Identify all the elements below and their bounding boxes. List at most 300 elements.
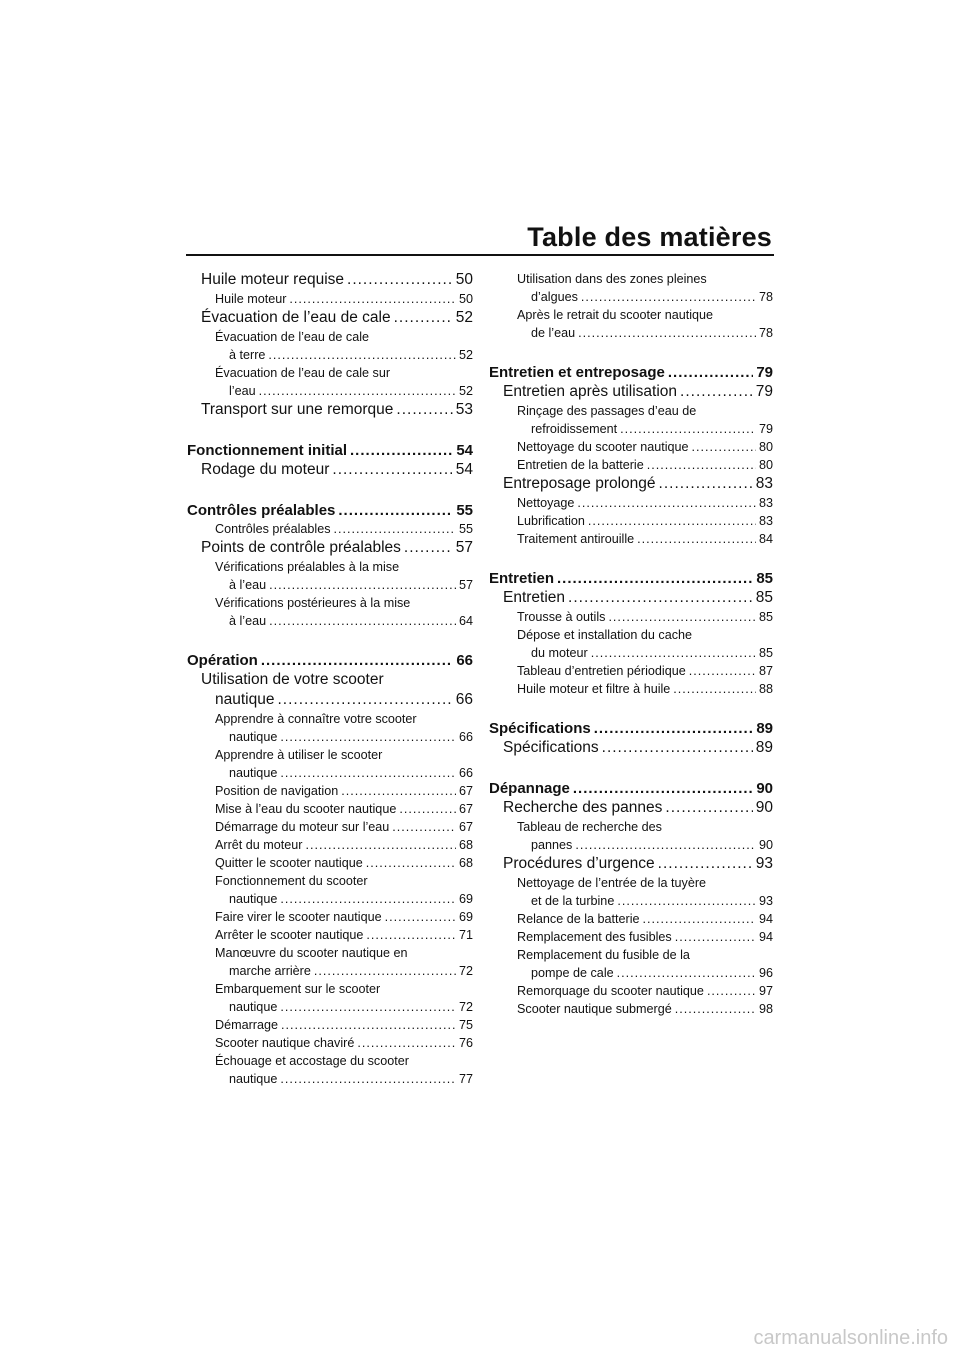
toc-entry[interactable] bbox=[187, 442, 473, 460]
toc-entry[interactable] bbox=[489, 512, 773, 530]
toc-page-number: 85 bbox=[758, 646, 773, 660]
toc-entry[interactable] bbox=[187, 460, 473, 480]
watermark: carmanualsonline.info bbox=[753, 1327, 948, 1349]
toc-leader-dots bbox=[366, 926, 456, 944]
toc-leader-dots bbox=[366, 854, 456, 872]
toc-entry-title: Remplacement du fusible de la bbox=[517, 948, 690, 962]
toc-leader-dots bbox=[350, 442, 453, 460]
toc-entry-line bbox=[187, 854, 473, 872]
toc-entry[interactable] bbox=[187, 652, 473, 670]
toc-entry-line bbox=[489, 588, 773, 608]
toc-entry-title: Transport sur une remorque bbox=[201, 401, 394, 418]
toc-page-number: 67 bbox=[458, 820, 473, 834]
toc-entry-title: Apprendre à utiliser le scooter bbox=[215, 748, 383, 762]
toc-entry[interactable] bbox=[489, 854, 773, 874]
toc-entry-title: Évacuation de l’eau de cale bbox=[215, 330, 370, 344]
toc-column-left bbox=[187, 270, 473, 1088]
toc-page-number: 66 bbox=[455, 691, 473, 708]
toc-entry[interactable] bbox=[187, 502, 473, 520]
toc-entry-title: Démarrage du moteur sur l’eau bbox=[215, 820, 390, 834]
toc-entry-title: Utilisation dans des zones pleines bbox=[517, 272, 707, 286]
toc-entry-line bbox=[489, 964, 773, 982]
toc-page-number: 85 bbox=[755, 589, 773, 606]
toc-entry-line bbox=[489, 910, 773, 928]
toc-entry[interactable] bbox=[187, 1052, 473, 1088]
toc-page-number: 53 bbox=[455, 401, 473, 418]
toc-page-number: 96 bbox=[758, 966, 773, 980]
toc-entry[interactable] bbox=[489, 382, 773, 402]
toc-leader-dots bbox=[577, 494, 756, 512]
toc-entry-title: Rodage du moteur bbox=[201, 461, 330, 478]
toc-entry[interactable] bbox=[489, 530, 773, 548]
toc-entry-line bbox=[187, 576, 473, 594]
toc-entry[interactable] bbox=[489, 306, 773, 342]
toc-entry-line bbox=[489, 680, 773, 698]
toc-entry-line bbox=[489, 818, 773, 836]
toc-page-number: 77 bbox=[458, 1072, 473, 1086]
toc-entry-title: Après le retrait du scooter nautique bbox=[517, 308, 714, 322]
toc-entry-line bbox=[489, 512, 773, 530]
toc-entry[interactable] bbox=[187, 400, 473, 420]
toc-entry-title: Évacuation de l’eau de cale bbox=[201, 309, 391, 326]
toc-leader-dots bbox=[280, 764, 456, 782]
toc-page-number: 94 bbox=[758, 930, 773, 944]
toc-page-number: 67 bbox=[458, 802, 473, 816]
toc-entry-title: Faire virer le scooter nautique bbox=[215, 910, 382, 924]
toc-page-number: 90 bbox=[758, 838, 773, 852]
toc-entry-title: Tableau d’entretien périodique bbox=[517, 664, 686, 678]
toc-entry-line bbox=[187, 652, 473, 670]
toc-entry-line bbox=[187, 782, 473, 800]
toc-leader-dots bbox=[404, 538, 453, 558]
toc-leader-dots bbox=[617, 892, 756, 910]
toc-entry-title: Quitter le scooter nautique bbox=[215, 856, 363, 870]
toc-page-number: 79 bbox=[756, 364, 773, 381]
toc-entry-title: Fonctionnement initial bbox=[187, 442, 347, 459]
toc-entry-line bbox=[489, 798, 773, 818]
toc-entry[interactable] bbox=[187, 558, 473, 594]
toc-entry-line bbox=[187, 364, 473, 382]
toc-leader-dots bbox=[399, 800, 456, 818]
toc-entry-line bbox=[489, 570, 773, 588]
toc-entry-line bbox=[187, 980, 473, 998]
toc-entry-title: Contrôles préalables bbox=[187, 502, 336, 519]
toc-entry-title: Entretien bbox=[503, 589, 566, 606]
toc-leader-dots bbox=[575, 836, 756, 854]
toc-page-number: 52 bbox=[458, 348, 473, 362]
toc-leader-dots bbox=[281, 1016, 456, 1034]
toc-entry[interactable] bbox=[187, 290, 473, 308]
toc-page-number: 76 bbox=[458, 1036, 473, 1050]
toc-entry-title: Opération bbox=[187, 652, 258, 669]
toc-entry[interactable] bbox=[187, 328, 473, 364]
toc-page-number: 78 bbox=[758, 290, 773, 304]
toc-leader-dots bbox=[314, 962, 456, 980]
toc-page-number: 75 bbox=[458, 1018, 473, 1032]
toc-entry-line bbox=[187, 764, 473, 782]
toc-entry[interactable] bbox=[187, 818, 473, 836]
toc-leader-dots bbox=[259, 382, 456, 400]
toc-entry[interactable] bbox=[187, 980, 473, 1016]
toc-entry-line bbox=[187, 400, 473, 420]
toc-entry-title: pompe de cale bbox=[531, 966, 614, 980]
toc-entry[interactable] bbox=[187, 908, 473, 926]
toc-page-number: 79 bbox=[755, 383, 773, 400]
toc-page-number: 94 bbox=[758, 912, 773, 926]
toc-entry-title: nautique bbox=[229, 1000, 278, 1014]
toc-page-number: 80 bbox=[758, 440, 773, 454]
toc-page-number: 67 bbox=[458, 784, 473, 798]
toc-entry[interactable] bbox=[489, 720, 773, 738]
toc-entry-line bbox=[187, 962, 473, 980]
toc-entry-title: Entretien après utilisation bbox=[503, 383, 678, 400]
toc-entry-line bbox=[187, 800, 473, 818]
toc-entry[interactable] bbox=[187, 944, 473, 980]
toc-entry-title: Nettoyage du scooter nautique bbox=[517, 440, 689, 454]
toc-entry-title: Spécifications bbox=[489, 720, 591, 737]
toc-entry-line bbox=[187, 818, 473, 836]
toc-leader-dots bbox=[675, 928, 756, 946]
toc-entry-line bbox=[489, 608, 773, 626]
toc-leader-dots bbox=[341, 782, 456, 800]
toc-entry[interactable] bbox=[489, 662, 773, 680]
toc-entry-title: et de la turbine bbox=[531, 894, 615, 908]
toc-leader-dots bbox=[659, 474, 753, 494]
toc-entry-title: Procédures d’urgence bbox=[503, 855, 655, 872]
toc-entry-line bbox=[489, 382, 773, 402]
toc-page-number: 88 bbox=[758, 682, 773, 696]
toc-entry-line bbox=[187, 502, 473, 520]
toc-column-right bbox=[489, 270, 773, 1018]
toc-leader-dots bbox=[675, 1000, 756, 1018]
toc-entry-line bbox=[187, 872, 473, 890]
toc-entry-line bbox=[489, 494, 773, 512]
page-title: Table des matières bbox=[527, 222, 772, 252]
toc-page-number: 66 bbox=[456, 652, 473, 669]
toc-entry-line bbox=[187, 908, 473, 926]
toc-leader-dots bbox=[680, 382, 753, 402]
toc-entry-title: Relance de la batterie bbox=[517, 912, 640, 926]
toc-entry-title: Position de navigation bbox=[215, 784, 339, 798]
toc-entry-title: Entretien et entreposage bbox=[489, 364, 665, 381]
toc-entry-title: Nettoyage bbox=[517, 496, 575, 510]
toc-entry[interactable] bbox=[187, 670, 473, 710]
toc-entry-title: Traitement antirouille bbox=[517, 532, 635, 546]
toc-entry-line bbox=[187, 520, 473, 538]
toc-page-number: 97 bbox=[758, 984, 773, 998]
toc-entry-title: Entretien bbox=[489, 570, 555, 587]
toc-leader-dots bbox=[280, 890, 456, 908]
toc-page-number: 78 bbox=[758, 326, 773, 340]
toc-entry-title: Remplacement des fusibles bbox=[517, 930, 672, 944]
toc-page-number: 72 bbox=[458, 964, 473, 978]
toc-entry-line bbox=[187, 538, 473, 558]
toc-leader-dots bbox=[269, 612, 456, 630]
toc-entry[interactable] bbox=[187, 854, 473, 872]
toc-page-number: 93 bbox=[755, 855, 773, 872]
toc-entry-title: Contrôles préalables bbox=[215, 522, 331, 536]
toc-entry-title: Huile moteur et filtre à huile bbox=[517, 682, 671, 696]
toc-leader-dots bbox=[658, 854, 753, 874]
toc-entry-line bbox=[489, 1000, 773, 1018]
toc-entry-title: nautique bbox=[229, 730, 278, 744]
toc-page-number: 69 bbox=[458, 910, 473, 924]
toc-entry[interactable] bbox=[489, 982, 773, 1000]
toc-entry-title: nautique bbox=[229, 766, 278, 780]
toc-entry-line bbox=[489, 288, 773, 306]
toc-entry-line bbox=[489, 626, 773, 644]
toc-entry-title: l’eau bbox=[229, 384, 256, 398]
toc-entry-line bbox=[187, 926, 473, 944]
toc-leader-dots bbox=[578, 324, 756, 342]
toc-leader-dots bbox=[338, 502, 453, 520]
toc-entry-line bbox=[489, 720, 773, 738]
toc-entry-line bbox=[187, 442, 473, 460]
toc-entry[interactable] bbox=[187, 782, 473, 800]
toc-entry-line bbox=[489, 854, 773, 874]
toc-entry-title: Dépannage bbox=[489, 780, 570, 797]
toc-entry[interactable] bbox=[489, 780, 773, 798]
toc-entry-line bbox=[489, 874, 773, 892]
toc-leader-dots bbox=[668, 364, 753, 382]
toc-page-number: 90 bbox=[756, 780, 773, 797]
toc-page-number: 54 bbox=[456, 442, 473, 459]
toc-entry-title: Spécifications bbox=[503, 739, 599, 756]
toc-entry[interactable] bbox=[489, 570, 773, 588]
toc-page-number: 89 bbox=[755, 739, 773, 756]
toc-entry-line bbox=[489, 402, 773, 420]
toc-entry-title: Arrêt du moteur bbox=[215, 838, 303, 852]
title-rule bbox=[186, 254, 774, 256]
toc-leader-dots bbox=[581, 288, 756, 306]
toc-entry-line bbox=[187, 1070, 473, 1088]
toc-entry-title: Huile moteur bbox=[215, 292, 287, 306]
toc-leader-dots bbox=[557, 570, 753, 588]
toc-entry[interactable] bbox=[489, 910, 773, 928]
toc-entry-title: Tableau de recherche des bbox=[517, 820, 662, 834]
toc-entry-title: Mise à l’eau du scooter nautique bbox=[215, 802, 397, 816]
toc-entry[interactable] bbox=[489, 946, 773, 982]
toc-leader-dots bbox=[673, 680, 756, 698]
toc-entry-line bbox=[489, 456, 773, 474]
toc-entry-title: Évacuation de l’eau de cale sur bbox=[215, 366, 391, 380]
toc-entry[interactable] bbox=[489, 474, 773, 494]
toc-entry[interactable] bbox=[489, 588, 773, 608]
toc-entry[interactable] bbox=[489, 626, 773, 662]
toc-page-number: 52 bbox=[458, 384, 473, 398]
toc-entry[interactable] bbox=[489, 270, 773, 306]
toc-entry[interactable] bbox=[187, 1016, 473, 1034]
toc-entry[interactable] bbox=[489, 874, 773, 910]
toc-entry[interactable] bbox=[489, 928, 773, 946]
toc-entry[interactable] bbox=[187, 538, 473, 558]
toc-entry[interactable] bbox=[187, 872, 473, 908]
toc-page-number: 55 bbox=[458, 522, 473, 536]
toc-leader-dots bbox=[396, 400, 452, 420]
toc-page-number: 64 bbox=[458, 614, 473, 628]
toc-page-number: 93 bbox=[758, 894, 773, 908]
toc-entry[interactable] bbox=[489, 608, 773, 626]
toc-entry-title: Vérifications postérieures à la mise bbox=[215, 596, 411, 610]
toc-entry[interactable] bbox=[187, 308, 473, 328]
toc-entry[interactable] bbox=[187, 926, 473, 944]
toc-entry-title: du moteur bbox=[531, 646, 588, 660]
toc-entry-title: Rinçage des passages d’eau de bbox=[517, 404, 697, 418]
toc-entry[interactable] bbox=[187, 594, 473, 630]
toc-entry-line bbox=[187, 944, 473, 962]
toc-page-number: 57 bbox=[458, 578, 473, 592]
toc-entry-line bbox=[489, 324, 773, 342]
toc-entry[interactable] bbox=[187, 710, 473, 746]
toc-entry-line bbox=[187, 670, 473, 690]
toc-leader-dots bbox=[334, 520, 456, 538]
toc-entry-title: de l’eau bbox=[531, 326, 576, 340]
toc-entry-title: Entreposage prolongé bbox=[503, 475, 656, 492]
toc-entry-line bbox=[187, 1034, 473, 1052]
toc-page-number: 83 bbox=[758, 496, 773, 510]
toc-entry[interactable] bbox=[187, 364, 473, 400]
toc-page-number: 50 bbox=[458, 292, 473, 306]
toc-entry-title: pannes bbox=[531, 838, 573, 852]
toc-leader-dots bbox=[357, 1034, 456, 1052]
toc-entry[interactable] bbox=[489, 798, 773, 818]
toc-entry-title: d’algues bbox=[531, 290, 578, 304]
toc-entry-title: Apprendre à connaître votre scooter bbox=[215, 712, 417, 726]
toc-entry-title: Utilisation de votre scooter bbox=[201, 671, 384, 688]
toc-entry-title: Remorquage du scooter nautique bbox=[517, 984, 704, 998]
toc-entry[interactable] bbox=[187, 746, 473, 782]
toc-entry-title: nautique bbox=[229, 892, 278, 906]
toc-leader-dots bbox=[306, 836, 456, 854]
toc-leader-dots bbox=[394, 308, 453, 328]
toc-page-number: 80 bbox=[758, 458, 773, 472]
toc-entry-line bbox=[187, 612, 473, 630]
toc-entry-title: à l’eau bbox=[229, 578, 267, 592]
toc-entry-line bbox=[187, 690, 473, 710]
toc-page-number: 66 bbox=[458, 730, 473, 744]
toc-entry-title: Démarrage bbox=[215, 1018, 278, 1032]
toc-page-number: 72 bbox=[458, 1000, 473, 1014]
toc-entry-title: Dépose et installation du cache bbox=[517, 628, 693, 642]
toc-entry-title: marche arrière bbox=[229, 964, 311, 978]
toc-entry-line bbox=[187, 558, 473, 576]
toc-entry-line bbox=[187, 270, 473, 290]
toc-entry[interactable] bbox=[187, 270, 473, 290]
toc-entry-line bbox=[187, 460, 473, 480]
toc-leader-dots bbox=[280, 998, 456, 1016]
toc-page-number: 79 bbox=[758, 422, 773, 436]
toc-leader-dots bbox=[647, 456, 756, 474]
toc-entry[interactable] bbox=[489, 738, 773, 758]
toc-leader-dots bbox=[692, 438, 756, 456]
toc-entry-line bbox=[489, 982, 773, 1000]
toc-page-number: 52 bbox=[455, 309, 473, 326]
toc-leader-dots bbox=[591, 644, 756, 662]
toc-entry-line bbox=[187, 1052, 473, 1070]
toc-page-number: 71 bbox=[458, 928, 473, 942]
toc-entry[interactable] bbox=[489, 680, 773, 698]
toc-page-number: 90 bbox=[755, 799, 773, 816]
toc-leader-dots bbox=[620, 420, 756, 438]
toc-page-number: 87 bbox=[758, 664, 773, 678]
toc-entry[interactable] bbox=[187, 1034, 473, 1052]
toc-leader-dots bbox=[268, 346, 456, 364]
toc-entry-title: Vérifications préalables à la mise bbox=[215, 560, 400, 574]
toc-leader-dots bbox=[637, 530, 756, 548]
toc-entry[interactable] bbox=[489, 818, 773, 854]
toc-entry-line bbox=[187, 710, 473, 728]
toc-entry-title: Huile moteur requise bbox=[201, 271, 345, 288]
toc-entry-line bbox=[489, 270, 773, 288]
toc-entry-line bbox=[187, 998, 473, 1016]
toc-leader-dots bbox=[261, 652, 453, 670]
toc-leader-dots bbox=[608, 608, 756, 626]
toc-entry[interactable] bbox=[489, 364, 773, 382]
toc-entry-line bbox=[187, 728, 473, 746]
toc-page-number: 50 bbox=[455, 271, 473, 288]
toc-entry[interactable] bbox=[489, 456, 773, 474]
toc-entry-title: nautique bbox=[215, 691, 275, 708]
toc-entry-title: Échouage et accostage du scooter bbox=[215, 1054, 409, 1068]
toc-entry[interactable] bbox=[489, 494, 773, 512]
toc-entry-line bbox=[489, 946, 773, 964]
toc-entry[interactable] bbox=[187, 520, 473, 538]
toc-entry[interactable] bbox=[489, 1000, 773, 1018]
toc-leader-dots bbox=[643, 910, 756, 928]
toc-page-number: 69 bbox=[458, 892, 473, 906]
toc-entry-line bbox=[489, 530, 773, 548]
toc-entry-line bbox=[187, 308, 473, 328]
toc-entry-line bbox=[489, 780, 773, 798]
toc-page-number: 55 bbox=[456, 502, 473, 519]
toc-entry-title: Arrêter le scooter nautique bbox=[215, 928, 364, 942]
toc-entry[interactable] bbox=[187, 800, 473, 818]
toc-entry-title: Entretien de la batterie bbox=[517, 458, 644, 472]
toc-page-number: 85 bbox=[756, 570, 773, 587]
toc-entry[interactable] bbox=[489, 402, 773, 438]
toc-entry-line bbox=[187, 328, 473, 346]
toc-entry-title: Scooter nautique submergé bbox=[517, 1002, 672, 1016]
toc-page-number: 54 bbox=[455, 461, 473, 478]
toc-leader-dots bbox=[277, 690, 452, 710]
toc-entry-line bbox=[489, 438, 773, 456]
toc-page-number: 68 bbox=[458, 838, 473, 852]
toc-entry-line bbox=[187, 290, 473, 308]
toc-leader-dots bbox=[588, 512, 756, 530]
toc-entry-title: à terre bbox=[229, 348, 266, 362]
toc-entry-title: Fonctionnement du scooter bbox=[215, 874, 368, 888]
toc-page-number: 85 bbox=[758, 610, 773, 624]
toc-leader-dots bbox=[347, 270, 453, 290]
toc-entry[interactable] bbox=[187, 836, 473, 854]
toc-entry-line bbox=[489, 420, 773, 438]
toc-entry-line bbox=[187, 746, 473, 764]
toc-leader-dots bbox=[573, 780, 753, 798]
toc-leader-dots bbox=[392, 818, 456, 836]
toc-entry-title: refroidissement bbox=[531, 422, 618, 436]
toc-entry-line bbox=[187, 836, 473, 854]
toc-entry-line bbox=[489, 306, 773, 324]
toc-entry[interactable] bbox=[489, 438, 773, 456]
toc-leader-dots bbox=[385, 908, 456, 926]
toc-entry-title: Embarquement sur le scooter bbox=[215, 982, 381, 996]
toc-entry-title: Scooter nautique chaviré bbox=[215, 1036, 355, 1050]
toc-entry-line bbox=[187, 594, 473, 612]
toc-leader-dots bbox=[665, 798, 752, 818]
toc-entry-title: nautique bbox=[229, 1072, 278, 1086]
toc-entry-title: à l’eau bbox=[229, 614, 267, 628]
toc-entry-line bbox=[489, 836, 773, 854]
